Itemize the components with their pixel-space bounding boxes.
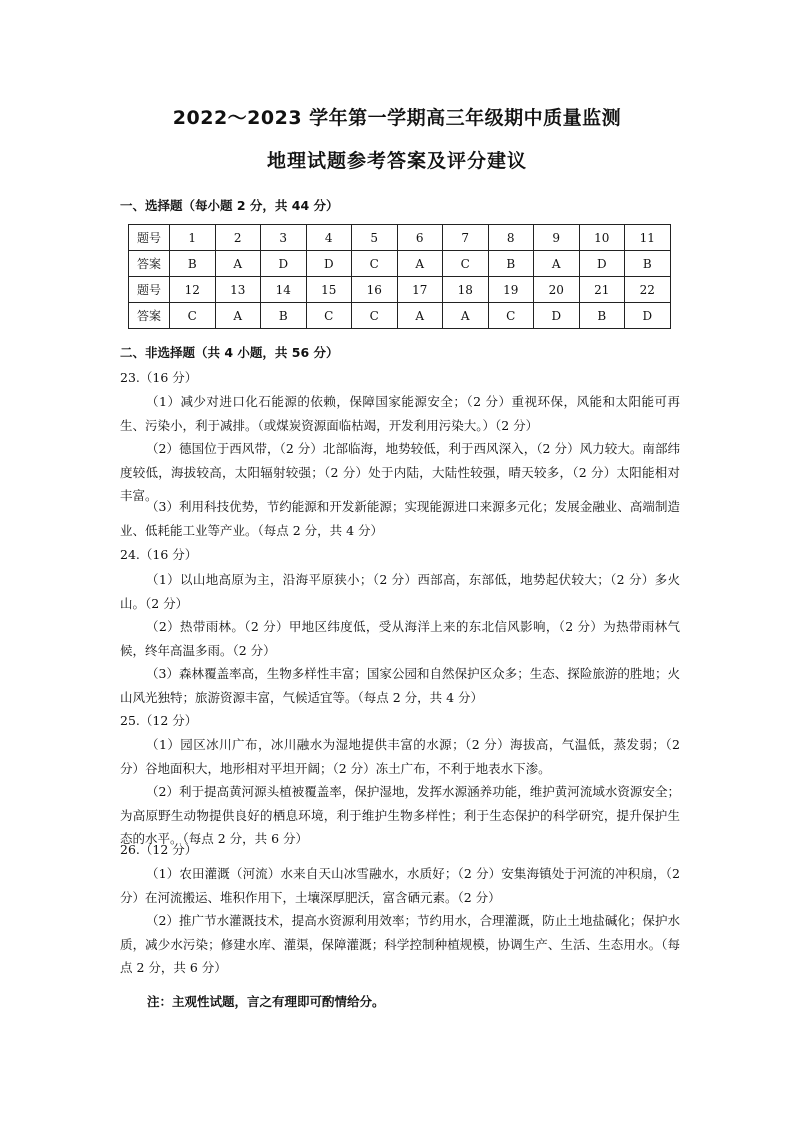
answer-table-row-header: 答案: [129, 303, 170, 329]
question-23-part-3: （3）利用科技优势，节约能源和开发新能源；实现能源进口来源多元化；发展金融业、高端制造业、低耗能工业等产业。（每点 2 分，共 4 分）: [120, 499, 680, 538]
question-25-label: 25.（12 分）: [120, 713, 198, 728]
answer-table-cell: 10: [579, 225, 625, 251]
answer-table-cell: B: [261, 303, 307, 329]
answer-table-cell: 8: [488, 225, 534, 251]
answer-table-cell: 5: [352, 225, 398, 251]
document-title: 2022～2023 学年第一学期高三年级期中质量监测: [172, 107, 622, 129]
answer-table-cell: C: [352, 251, 398, 277]
answer-table-cell: C: [488, 303, 534, 329]
answer-table-cell: 22: [625, 277, 671, 303]
answer-table-cell: D: [625, 303, 671, 329]
answer-table-cell: 4: [306, 225, 352, 251]
answer-table-cell: 2: [215, 225, 261, 251]
question-24-part-3: （3）森林覆盖率高，生物多样性丰富；国家公园和自然保护区众多；生态、探险旅游的胜地；火山风光独特；旅游资源丰富，气候适宜等。（每点 2 分，共 4 分）: [120, 666, 680, 705]
answer-table-cell: 20: [534, 277, 580, 303]
answer-table-row-header: 题号: [129, 277, 170, 303]
answer-table-cell: 14: [261, 277, 307, 303]
answer-table-cell: C: [170, 303, 216, 329]
answer-table-cell: 12: [170, 277, 216, 303]
question-25-part-2: （2）利于提高黄河源头植被覆盖率，保护湿地，发挥水源涵养功能，维护黄河流域水资源安全；为高原野生动物提供良好的栖息环境，利于维护生物多样性；利于生态保护的科学研究，提升保护生态的水平。（每点 2 分，共 6 分）: [120, 784, 680, 846]
answer-table-row-header: 答案: [129, 251, 170, 277]
question-23-label: 23.（16 分）: [120, 370, 198, 385]
answer-table-cell: 21: [579, 277, 625, 303]
answer-table-cell: 3: [261, 225, 307, 251]
answer-table: [128, 224, 671, 329]
question-24-part-2: （2）热带雨林。（2 分）甲地区纬度低，受从海洋上来的东北信风影响，（2 分）为热带雨林气候，终年高温多雨。（2 分）: [120, 619, 680, 658]
question-24-part-1: （1）以山地高原为主，沿海平原狭小；（2 分）西部高，东部低，地势起伏较大；（2 分）多火山。（2 分）: [120, 572, 680, 611]
answer-table-cell: D: [306, 251, 352, 277]
answer-table-cell: 11: [625, 225, 671, 251]
answer-table-row: [129, 277, 671, 303]
answer-table-row: [129, 225, 671, 251]
answer-table-cell: A: [215, 303, 261, 329]
question-26-label: 26.（12 分）: [120, 842, 198, 857]
answer-table-cell: 16: [352, 277, 398, 303]
answer-table-cell: A: [397, 303, 443, 329]
answer-table-row-header: 题号: [129, 225, 170, 251]
answer-table-cell: A: [215, 251, 261, 277]
answer-table-cell: A: [443, 303, 489, 329]
answer-table-cell: 15: [306, 277, 352, 303]
answer-table-cell: 7: [443, 225, 489, 251]
answer-table-cell: D: [261, 251, 307, 277]
answer-table-cell: B: [488, 251, 534, 277]
answer-table-cell: D: [579, 251, 625, 277]
question-23-part-1: （1）减少对进口化石能源的依赖，保障国家能源安全；（2 分）重视环保，风能和太阳能可再生、污染小，利于减排。（或煤炭资源面临枯竭，开发利用污染大。）（2 分）: [120, 394, 680, 433]
answer-table-cell: A: [397, 251, 443, 277]
answer-table-cell: D: [534, 303, 580, 329]
answer-table-cell: B: [625, 251, 671, 277]
answer-table-cell: A: [534, 251, 580, 277]
answer-table-row: [129, 251, 671, 277]
answer-table-cell: 17: [397, 277, 443, 303]
answer-table-cell: 1: [170, 225, 216, 251]
question-23-part-2: （2）德国位于西风带，（2 分）北部临海，地势较低，利于西风深入，（2 分）风力较大。南部纬度较低，海拔较高，太阳辐射较强；（2 分）处于内陆，大陆性较强，晴天较多，（2 分）太阳能相对丰富。: [120, 441, 680, 503]
answer-table-cell: C: [352, 303, 398, 329]
answer-table-cell: C: [443, 251, 489, 277]
question-26-part-2: （2）推广节水灌溉技术，提高水资源利用效率；节约用水，合理灌溉，防止土地盐碱化；保护水质，减少水污染；修建水库、灌渠，保障灌溉；科学控制种植规模，协调生产、生活、生态用水。（每点 2 分，共 6 分）: [120, 913, 680, 975]
answer-table-cell: 18: [443, 277, 489, 303]
answer-table-cell: 19: [488, 277, 534, 303]
answer-table-cell: C: [306, 303, 352, 329]
section1-heading: 一、选择题（每小题 2 分，共 44 分）: [120, 198, 339, 213]
document-subtitle: 地理试题参考答案及评分建议: [266, 150, 527, 172]
answer-table-cell: B: [579, 303, 625, 329]
answer-table-cell: 6: [397, 225, 443, 251]
section2-heading: 二、非选择题（共 4 小题，共 56 分）: [120, 345, 339, 360]
answer-table-cell: 13: [215, 277, 261, 303]
answer-table-cell: 9: [534, 225, 580, 251]
grading-note: 注：主观性试题，言之有理即可酌情给分。: [147, 994, 385, 1009]
question-26-part-1: （1）农田灌溉（河流）水来自天山冰雪融水，水质好；（2 分）安集海镇处于河流的冲积扇，（2 分）在河流搬运、堆积作用下，土壤深厚肥沃，富含硒元素。（2 分）: [120, 866, 680, 905]
answer-table-row: [129, 303, 671, 329]
answer-table-cell: B: [170, 251, 216, 277]
question-24-label: 24.（16 分）: [120, 547, 198, 562]
question-25-part-1: （1）园区冰川广布，冰川融水为湿地提供丰富的水源；（2 分）海拔高，气温低，蒸发弱；（2 分）谷地面积大，地形相对平坦开阔；（2 分）冻土广布，不利于地表水下渗。: [120, 737, 680, 776]
